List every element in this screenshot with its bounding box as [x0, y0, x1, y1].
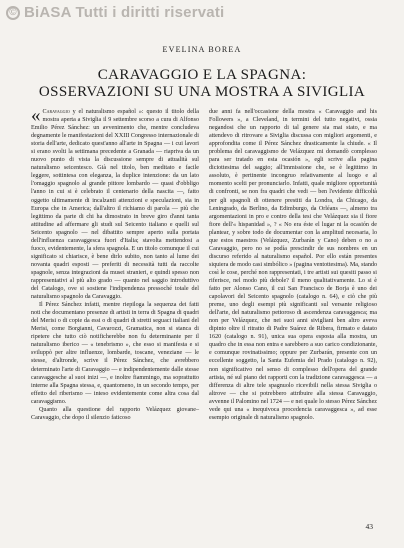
watermark: [6, 4, 224, 21]
left-column: [31, 105, 199, 422]
title-line-1: CARAVAGGIO E LA SPAGNA:: [97, 67, 307, 83]
watermark-text: BiASA Tutti i diritti riservati: [24, 4, 225, 21]
right-column: [209, 108, 377, 422]
left-paragraph-2: Il Pérez Sánchez infatti, mentre riepiloga la sequenza dei fatti noti che documentano presenze di artisti in terra di Spagna di quadri del Merisi o di copie da essi o di quadri di stretti seguaci italiani del Merisi, come Borgianni, Cavarozzi, Gramatica, non si stanca di ripetere che tutto ciò notificherebbe non fu determinante per il naturalismo iberico — « tenebrismo », che esso si manifesta e si sviluppò per altre influenze, lombarde, toscane, veneziane — le stesse, d'altronde, scrive il Pérez Sánchez, che avrebbero determinato l'arte di Caravaggio — e indipendentemente dalle stesse caravaggesche al suoi inizi —, e inoltre fiammingo, ma soprattutto interne alla Spagna stessa, e, quantomeno, in un secondo tempo, per effetto del riberismo — inteso evidentemente come altra cosa dal caravaggismo.: [31, 302, 199, 405]
article-title: [0, 67, 404, 101]
article-author: EVELINA BOREA: [162, 45, 242, 54]
left-paragraph-3: Quanto alla questione del rapporto Velázquez giovane–Caravaggio, che dopo il silenzio faticoso: [31, 406, 199, 421]
opening-quote-mark: «: [31, 105, 41, 126]
left-paragraph-1: [31, 105, 199, 301]
page-number: 43: [365, 522, 373, 531]
text-columns: [31, 105, 377, 422]
lead-caps: Caravaggio: [42, 109, 70, 115]
copyright-icon: ©: [6, 6, 20, 20]
title-line-2: OSSERVAZIONI SU UNA MOSTRA A SIVIGLIA: [38, 84, 366, 100]
left-paragraph-1-text: y el naturalismo español »: questo il titolo della mostra aperta a Siviglia il 9 settembre scorso a cura di Alfonso Emilio Pérez Sánchez: un avvenimento che, mentre concludeva degnamente le manifestazioni del XXIII Congresso internazionale di storia dell'arte, dedicato quest'anno all'arte in Spagna — i cui lavori si erano svolti la settimana precedente a Granada — riapriva da un nuovo punto di vista la discussione sempre di attualità sul naturalismo seicentesco. Già nel titolo, ben meditato e facile leggere, sottintesa con eleganza, la duplice intenzione: da un lato l'omaggio spagnolo al grande pittore lombardo — quasi d'obbligo l'anno in cui si è celebrato il centenario della nascita —, fatto oggetto ultimamente di incalzanti attenzioni e speculazioni, sia in Europa che in America; dall'altro il richiamo di parola — più che legittimo da parte di chi ha dimostrato in breve giro d'anni tanta attitudine ad affermare gli studi sul Seicento italiano e quelli sul Seicento spagnolo — nel dibattito sempre aperto sulla portata dell'influenza caravaggesca fuori d'Italia; stavolta mettendosi a fuoco, evidentemente, la sfera spagnola. E un titolo comunque il cui significato si chiarisce, è bene dirlo subito, non tanto al lume dei novanta quadri esposti — preferiti di necessità tutti da raccolte spagnole, senza integrazioni da musei stranieri, e quindi spesso non rappresentativi al più alto grado — quanto nel saggio introduttivo del Catalogo, ove si sostiene l'indipendenza pressoché totale del naturalismo spagnolo da Caravaggio.: [31, 109, 199, 301]
right-paragraph-1: due anni fa nell'occasione della mostra « Caravaggio and his Followers », a Cleveland, in termini del tutto negativi, ossia negandosi che un rapporto di tal genere sia mai stato, e ma attendevo di ritrovare a Siviglia discussa con migliori argomenti, e approfondita come il Pérez Sánchez drasticamente la chiude. « Il problema del caravaggismo de Velázquez mi domandò complesso para ser tratado en esta ocasión », egli scrive alla pagina diciottesima del saggio; all'immissione che, se è legittimo in assoluto, è pertinente incongruo relativamente al luogo e al momento scelti per pronunciarlo. Infatti, quale migliore opportunità di confronti, se non fra quadri che vedi — ben l'evidente difficoltà per gli spagnoli di ottenere prestiti da Londra, da Chicago, da Leningrado, da Berlino, da Edimburgo, da Orléans —, almeno tra argomentazioni in pro e contro della tesi che Velázquez sia il fiore fiore dell'« hispanidad », ? « No era éste el lugar ni la ocasión de plantear, y sobre todo de documentar con la amplitud necesaria, lo que estos maestros (Velázquez, Zurbarán y Cano) deben o no a Caravaggio, pero no se podía prescindir de sus nombres en un discurso referido al naturalismo español. Por ello están presentes siquiera de modo casi simbólico » (pagina ventottesima). Ma, stando così le cose, perché non rappresentati, i tre artisti sui quesiti passo si riferisce, nel modo più debole? il meno qualitativamente. Lo si è fatto per Alonso Cano, il cui San Francisco de Borja è uno dei capolavori del Seicento spagnolo (catalogo n. 64), e ciò che più preme, uno degli esempi più significanti sul versante religioso dell'arte, del naturalismo pettoroso di ascendenza caravaggesca; ma non per Velázquez, che nei suoi anni sivigliani ben altro aveva dipinto oltre il ritratto di Padre Suárez de Ribera, firmato e datato 1620 (catalogo n. 91), unica sua opera esposta alla mostra, un quadro che in essa non entra e sarebbero a suo carico condizionante, e comunque rovinatissimo; oppure per Zurbarán, presente con un eccellente soggetto, la Santa Eufemia del Prado (catalogo n. 92), non significativo nel senso di complesso dell'opera del grande artista, né sul piano dei rapporti con la tradizione caravaggesca — a differenza di altre tele spagnuolo ricevibili nella stessa Siviglia o altrove — che si potrebbero attribuire alla stessa Caravaggio, avvenne il Palomino nel 1724 — e nei quale lo stesso Pérez Sánchez vede qui una « inequivoca procedencia caravaggesca », ad esse esempio originale di naturalismo spagnolo.: [209, 109, 377, 421]
